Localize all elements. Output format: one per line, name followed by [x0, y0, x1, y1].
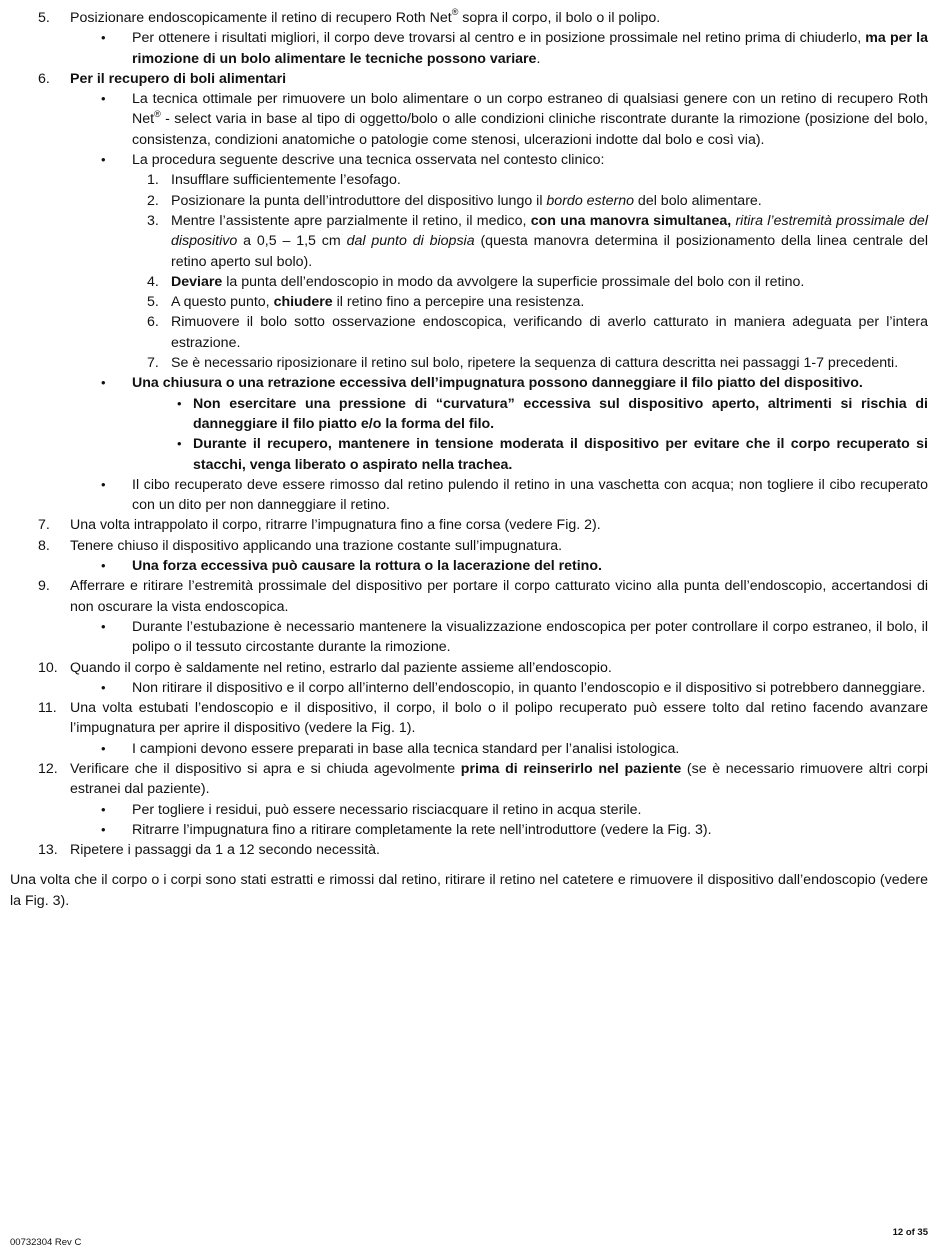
- bullet-bold-text: Una chiusura o una retrazione eccessiva dell’impugnatura possono danneggiare il filo piatto del dispositivo.: [132, 375, 863, 392]
- bullet-icon: •: [101, 801, 106, 817]
- bullet-icon: •: [101, 152, 106, 168]
- substep-text: Posizionare la punta dell’introduttore del dispositivo lungo il: [171, 192, 547, 209]
- bullet-text: .: [536, 50, 541, 67]
- substep-bold-text: con una manovra simultanea,: [530, 212, 732, 229]
- bullet-item: [0, 739, 950, 759]
- bullet-text: La procedura seguente descrive una tecnica osservata nel contesto clinico:: [132, 152, 605, 169]
- step-6: [0, 69, 950, 89]
- step-number: 7.: [38, 517, 50, 534]
- bullet-text: I campioni devono essere preparati in base alla tecnica standard per l’analisi istologica.: [132, 740, 680, 757]
- substep-italic-text: ritira l’estremità prossimale del dispositivo: [171, 212, 928, 250]
- substep-5: [0, 292, 950, 312]
- step-number: 13.: [38, 842, 58, 859]
- step-number: 9.: [38, 578, 50, 595]
- substep-bold-text: chiudere: [273, 294, 333, 311]
- bullet-item: [0, 28, 950, 69]
- substep-text: a 0,5 – 1,5 cm: [237, 233, 347, 250]
- step-text: Una volta estubati l’endoscopio e il dispositivo, il corpo, il bolo o il polipo recuperato può essere tolto dal retino facendo avanzare l’impugnatura per aprire il dispositivo (vedere la Fig. 1).: [70, 700, 928, 737]
- step-text: Posizionare endoscopicamente il retino di recupero Roth Net: [70, 10, 452, 26]
- bullet-item: [0, 800, 950, 820]
- substep-italic-text: dal punto di biopsia: [346, 233, 475, 250]
- bullet-icon: •: [101, 821, 106, 837]
- bullet-item: [0, 89, 950, 150]
- substep-text: il retino fino a percepire una resistenza.: [332, 294, 585, 311]
- sub-bullet-bold-text: Durante il recupero, mantenere in tensione moderata il dispositivo per evitare che il corpo recuperato si stacchi, venga liberato o aspirato nella trachea.: [193, 436, 928, 473]
- substep-text: Mentre l’assistente apre parzialmente il retino, il medico,: [171, 212, 531, 229]
- substep-text: Se è necessario riposizionare il retino sul bolo, ripetere la sequenza di cattura descritta nei passaggi 1-7 precedenti.: [171, 355, 899, 372]
- substep-text: del bolo alimentare.: [633, 192, 762, 209]
- bullet-icon: •: [101, 618, 106, 634]
- bullet-item: [0, 373, 950, 393]
- bullet-item: [0, 150, 950, 170]
- step-5: [0, 8, 950, 28]
- page-number: 12 of 35: [892, 1227, 928, 1238]
- bullet-icon: •: [177, 436, 182, 452]
- bullet-text: Ritrarre l’impugnatura fino a ritirare completamente la rete nell’introduttore (vedere la Fig. 3).: [132, 821, 712, 838]
- step-text: sopra il corpo, il bolo o il polipo.: [458, 10, 661, 26]
- step-text: Afferrare e ritirare l’estremità prossimale del dispositivo per portare il corpo catturato vicino alla punta dell’endoscopio, accertandosi di non oscurare la vista endoscopica.: [70, 578, 928, 615]
- bullet-icon: •: [101, 30, 106, 46]
- substep-3: [0, 211, 950, 272]
- substep-text: Insufflare sufficientemente l’esofago.: [171, 172, 401, 189]
- step-number: 5.: [38, 10, 50, 26]
- bullet-icon: •: [101, 476, 106, 492]
- bullet-text: - select varia in base al tipo di oggetto/bolo o alle condizioni cliniche riscontrate durante la rimozione (posizione del bolo, consistenza, condizioni anatomiche o patologie come stenosi, ulcerazioni indotte dal bolo e così via).: [132, 111, 928, 148]
- step-12: [0, 759, 950, 800]
- substep-number: 2.: [147, 192, 159, 209]
- substep-number: 3.: [147, 212, 159, 229]
- substep-number: 1.: [147, 172, 159, 189]
- step-number: 11.: [38, 700, 57, 717]
- substep-bold-text: Deviare: [171, 273, 223, 290]
- step-text: Quando il corpo è saldamente nel retino, estrarlo dal paziente assieme all’endoscopio.: [70, 659, 612, 676]
- bullet-bold-text: ma per la rimozione di un bolo alimentare le tecniche possono variare: [132, 30, 928, 67]
- substep-1: [0, 170, 950, 190]
- substep-number: 5.: [147, 294, 159, 311]
- document-code: 00732304 Rev C: [10, 1237, 82, 1248]
- substep-2: [0, 191, 950, 211]
- substep-italic-text: bordo esterno: [546, 192, 634, 209]
- substep-text: A questo punto,: [171, 294, 274, 311]
- bullet-icon: •: [101, 679, 106, 695]
- bullet-text: Non ritirare il dispositivo e il corpo all’interno dell’endoscopio, in quanto l’endoscopio e il dispositivo si potrebbero danneggiare.: [132, 679, 926, 696]
- bullet-icon: •: [101, 558, 106, 574]
- bullet-icon: •: [177, 395, 182, 411]
- bullet-text: La tecnica ottimale per rimuovere un bolo alimentare o un corpo estraneo di qualsiasi genere con un retino di recupero Roth Net: [132, 91, 928, 128]
- bullet-text: Per togliere i residui, può essere necessario risciacquare il retino in acqua sterile.: [132, 801, 642, 818]
- bullet-item: [0, 556, 950, 576]
- step-heading: Per il recupero di boli alimentari: [70, 70, 287, 87]
- substep-4: [0, 272, 950, 292]
- sub-bullet-bold-text: Non esercitare una pressione di “curvatura” eccessiva sul dispositivo aperto, altrimenti si rischia di danneggiare il filo piatto e/o la forma del filo.: [193, 395, 928, 432]
- substep-text: Rimuovere il bolo sotto osservazione endoscopica, verificando di averlo catturato in maniera adeguata per l’intera estrazione.: [171, 314, 928, 351]
- bullet-text: Il cibo recuperato deve essere rimosso dal retino pulendo il retino in una vaschetta con acqua; non togliere il cibo recuperato con un dito per non danneggiare il retino.: [132, 476, 928, 514]
- bullet-icon: •: [101, 740, 106, 756]
- bullet-bold-text: Una forza eccessiva può causare la rottura o la lacerazione del retino.: [132, 558, 602, 575]
- step-bold-text: prima di reinserirlo nel paziente: [460, 760, 682, 777]
- bullet-icon: •: [101, 91, 106, 107]
- document-page: [0, 8, 950, 911]
- step-text: Ripetere i passaggi da 1 a 12 secondo necessità.: [70, 842, 380, 859]
- step-number: 8.: [38, 537, 50, 554]
- step-text: Verificare che il dispositivo si apra e si chiuda agevolmente: [70, 760, 461, 777]
- bullet-icon: •: [101, 375, 106, 391]
- step-10: [0, 658, 950, 678]
- registered-mark: ®: [154, 108, 161, 119]
- substep-7: [0, 353, 950, 373]
- step-7: [0, 515, 950, 535]
- bullet-item: [0, 678, 950, 698]
- substep-text: (questa manovra determina il posizionamento della linea centrale del retino aperto sul bolo).: [171, 233, 928, 270]
- step-11: [0, 698, 950, 739]
- substep-text: la punta dell’endoscopio in modo da avvolgere la superficie prossimale del bolo con il retino.: [222, 273, 805, 290]
- step-8: [0, 536, 950, 556]
- substep-number: 4.: [147, 273, 159, 290]
- step-number: 10.: [38, 659, 58, 676]
- bullet-text: Per ottenere i risultati migliori, il corpo deve trovarsi al centro e in posizione prossimale nel retino prima di chiuderlo,: [132, 30, 866, 47]
- substep-number: 6.: [147, 314, 159, 331]
- sub-bullet-item: [0, 434, 950, 475]
- substep-number: 7.: [147, 355, 159, 372]
- bullet-text: Durante l’estubazione è necessario mantenere la visualizzazione endoscopica per poter controllare il corpo estraneo, il bolo, il polipo o il tessuto circostante durante la rimozione.: [132, 618, 928, 656]
- sub-bullet-item: [0, 394, 950, 435]
- step-text: Una volta intrappolato il corpo, ritrarre l’impugnatura fino a fine corsa (vedere Fig. 2).: [70, 517, 601, 534]
- step-number: 12.: [38, 760, 58, 777]
- step-number: 6.: [38, 70, 50, 87]
- bullet-item: [0, 617, 950, 658]
- step-text: (se è necessario rimuovere altri corpi estranei dal paziente).: [70, 760, 929, 798]
- closing-paragraph: Una volta che il corpo o i corpi sono stati estratti e rimossi dal retino, ritirare il retino nel catetere e rimuovere il dispositivo dall’endoscopio (vedere la Fig. 3).: [10, 872, 928, 909]
- substep-6: [0, 312, 950, 353]
- step-9: [0, 576, 950, 617]
- bullet-item: [0, 820, 950, 840]
- bullet-item: [0, 475, 950, 516]
- registered-mark: ®: [451, 7, 459, 18]
- step-13: [0, 840, 950, 860]
- step-text: Tenere chiuso il dispositivo applicando una trazione costante sull’impugnatura.: [70, 537, 563, 554]
